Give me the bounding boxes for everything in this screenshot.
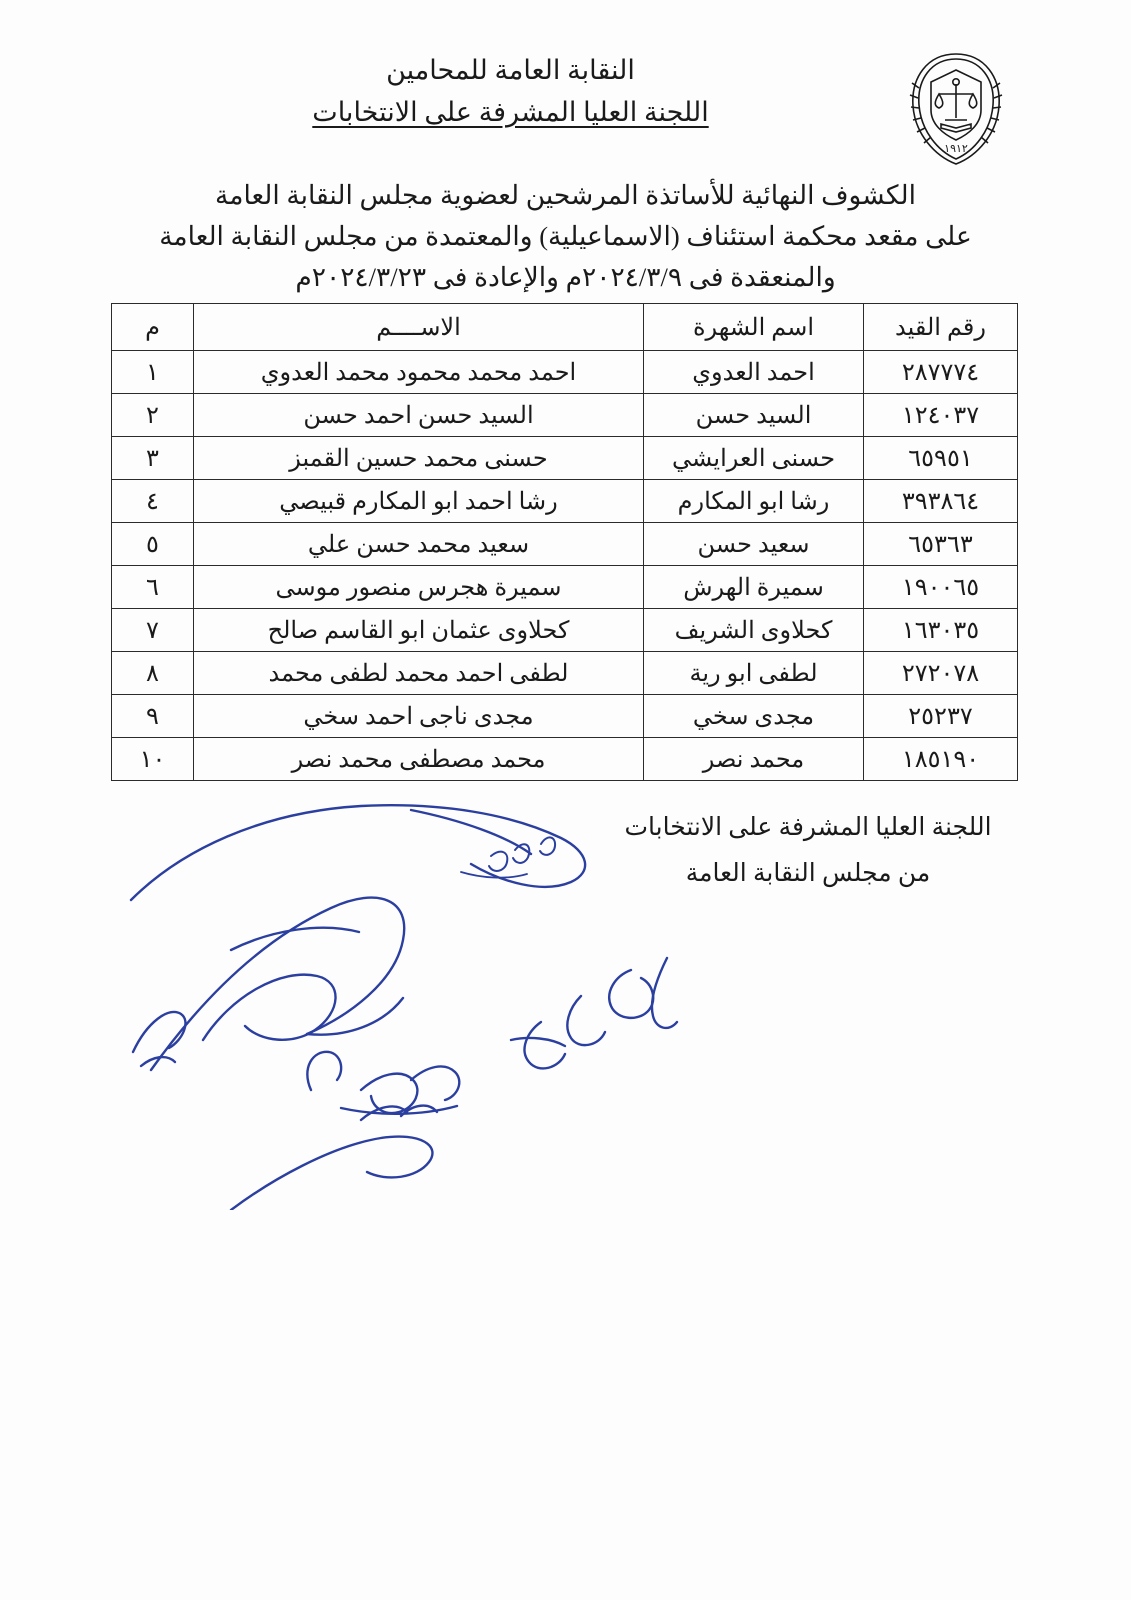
title-line-3: والمنعقدة فى ٢٠٢٤/٣/٩م والإعادة فى ٢٠٢٤/٣/٢٣م bbox=[295, 262, 836, 293]
cell-fame-name: محمد نصر bbox=[644, 738, 864, 781]
table-row bbox=[112, 652, 1018, 695]
cell-full-name: سميرة هجرس منصور موسى bbox=[194, 566, 644, 609]
cell-full-name: مجدى ناجى احمد سخي bbox=[194, 695, 644, 738]
title-line-1: الكشوف النهائية للأساتذة المرشحين لعضوية مجلس النقابة العامة bbox=[215, 180, 916, 210]
table-row bbox=[112, 437, 1018, 480]
cell-index: ٤ bbox=[112, 480, 194, 523]
column-header-fame-name: اسم الشهرة bbox=[644, 304, 864, 351]
cell-fame-name: سميرة الهرش bbox=[644, 566, 864, 609]
organization-title: النقابة العامة للمحامين bbox=[386, 55, 635, 85]
cell-registration: ٦٥٣٦٣ bbox=[864, 523, 1018, 566]
table-row bbox=[112, 351, 1018, 394]
cell-index: ٩ bbox=[112, 695, 194, 738]
cell-full-name: محمد مصطفى محمد نصر bbox=[194, 738, 644, 781]
cell-index: ١٠ bbox=[112, 738, 194, 781]
document-header bbox=[0, 40, 1131, 170]
cell-registration: ٢٥٢٣٧ bbox=[864, 695, 1018, 738]
cell-registration: ١٨٥١٩٠ bbox=[864, 738, 1018, 781]
cell-registration: ٢٧٢٠٧٨ bbox=[864, 652, 1018, 695]
bar-association-logo-icon bbox=[901, 48, 1011, 168]
cell-index: ٢ bbox=[112, 394, 194, 437]
cell-registration: ١٩٠٠٦٥ bbox=[864, 566, 1018, 609]
candidates-table bbox=[111, 303, 1018, 781]
cell-fame-name: احمد العدوي bbox=[644, 351, 864, 394]
table-row bbox=[112, 738, 1018, 781]
table-row bbox=[112, 609, 1018, 652]
table-row bbox=[112, 695, 1018, 738]
table-row bbox=[112, 394, 1018, 437]
cell-full-name: احمد محمد محمود محمد العدوي bbox=[194, 351, 644, 394]
cell-fame-name: حسنى العرايشي bbox=[644, 437, 864, 480]
cell-fame-name: لطفى ابو رية bbox=[644, 652, 864, 695]
cell-fame-name: سعيد حسن bbox=[644, 523, 864, 566]
cell-index: ٥ bbox=[112, 523, 194, 566]
cell-registration: ٢٨٧٧٧٤ bbox=[864, 351, 1018, 394]
table-row bbox=[112, 523, 1018, 566]
cell-registration: ١٦٣٠٣٥ bbox=[864, 609, 1018, 652]
cell-full-name: السيد حسن احمد حسن bbox=[194, 394, 644, 437]
table-row bbox=[112, 480, 1018, 523]
table-row bbox=[112, 566, 1018, 609]
footer-line-1: اللجنة العليا المشرفة على الانتخابات bbox=[624, 814, 992, 841]
cell-index: ٨ bbox=[112, 652, 194, 695]
title-line-2: على مقعد محكمة استئناف (الاسماعيلية) والمعتمدة من مجلس النقابة العامة bbox=[159, 221, 972, 252]
cell-full-name: كحلاوى عثمان ابو القاسم صالح bbox=[194, 609, 644, 652]
column-header-full-name: الاســــم bbox=[194, 304, 644, 351]
footer-line-2: من مجلس النقابة العامة bbox=[685, 860, 931, 888]
cell-fame-name: مجدى سخي bbox=[644, 695, 864, 738]
document-title-block bbox=[95, 175, 1036, 298]
cell-index: ٧ bbox=[112, 609, 194, 652]
cell-registration: ٦٥٩٥١ bbox=[864, 437, 1018, 480]
table-header-row bbox=[112, 304, 1018, 351]
cell-index: ٣ bbox=[112, 437, 194, 480]
cell-fame-name: كحلاوى الشريف bbox=[644, 609, 864, 652]
cell-registration: ١٢٤٠٣٧ bbox=[864, 394, 1018, 437]
cell-full-name: لطفى احمد محمد لطفى محمد bbox=[194, 652, 644, 695]
cell-fame-name: السيد حسن bbox=[644, 394, 864, 437]
column-header-index: م bbox=[112, 304, 194, 351]
candidates-table-container bbox=[112, 303, 1018, 781]
cell-index: ٦ bbox=[112, 566, 194, 609]
cell-index: ١ bbox=[112, 351, 194, 394]
footer-signature-block bbox=[598, 805, 1018, 898]
cell-fame-name: رشا ابو المكارم bbox=[644, 480, 864, 523]
cell-registration: ٣٩٣٨٦٤ bbox=[864, 480, 1018, 523]
cell-full-name: سعيد محمد حسن علي bbox=[194, 523, 644, 566]
cell-full-name: حسنى محمد حسين القمبز bbox=[194, 437, 644, 480]
committee-title: اللجنة العليا المشرفة على الانتخابات bbox=[312, 96, 709, 127]
logo-year-text: ١٩١٢ bbox=[944, 143, 968, 155]
column-header-registration: رقم القيد bbox=[864, 304, 1018, 351]
cell-full-name: رشا احمد ابو المكارم قبيصي bbox=[194, 480, 644, 523]
